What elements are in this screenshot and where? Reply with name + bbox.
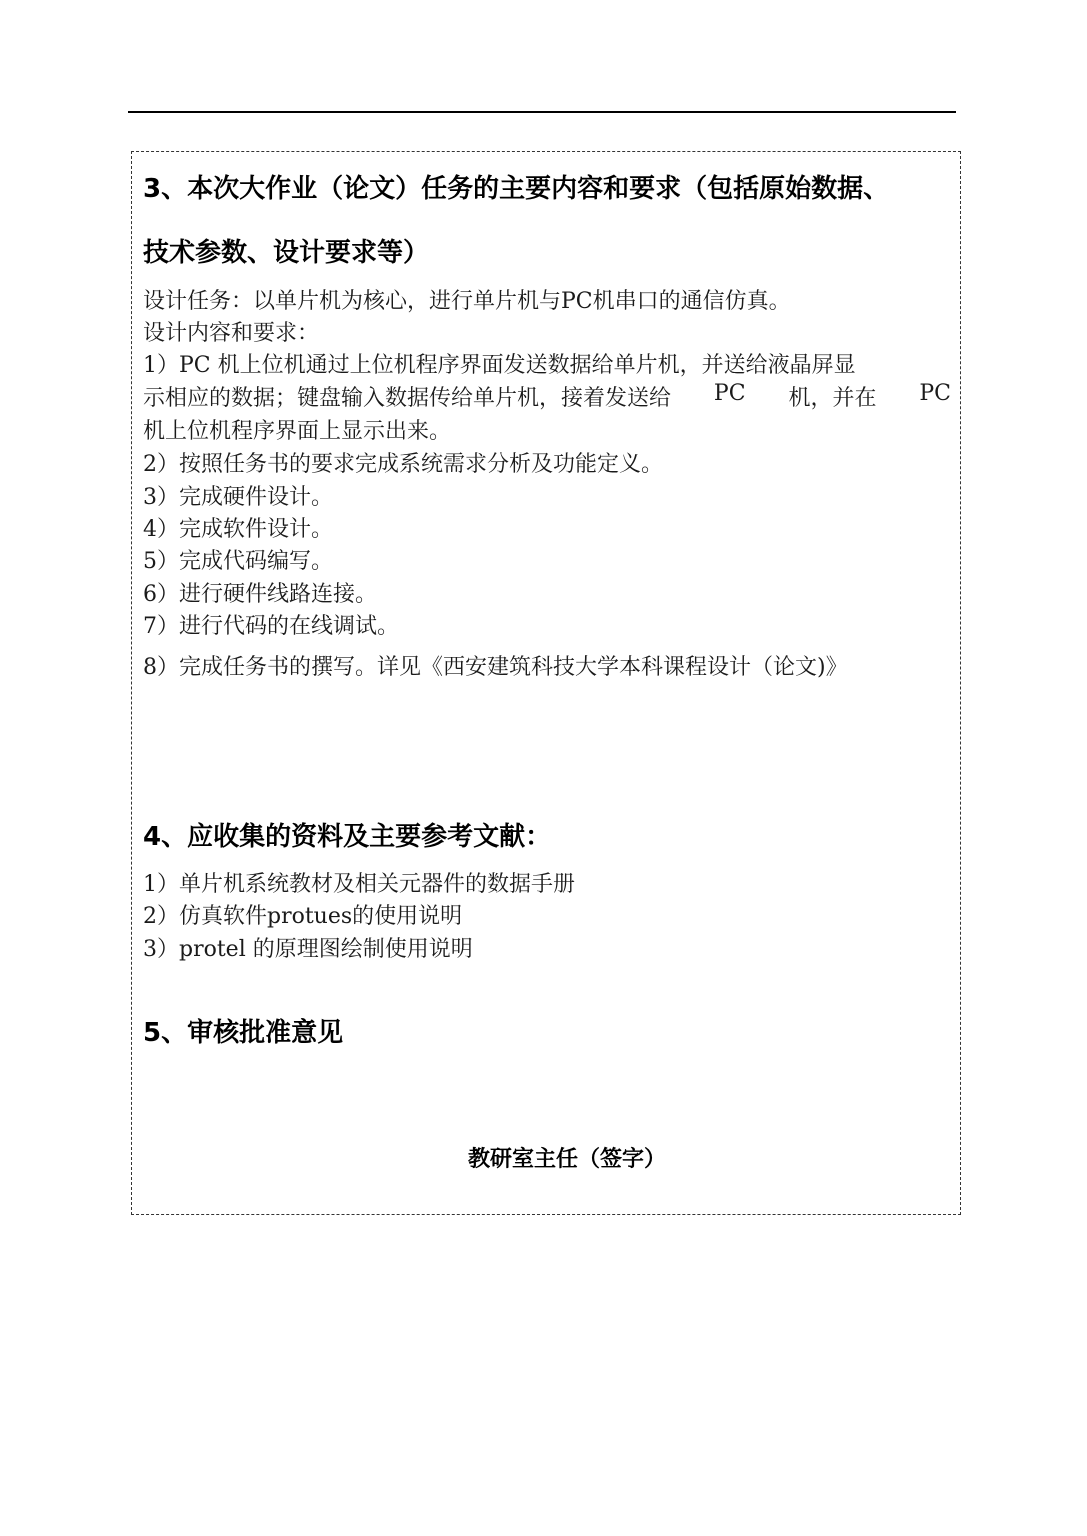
requirement-item-8: 8）完成任务书的撰写。详见《西安建筑科技大学本科课程设计（论文)》	[143, 655, 848, 680]
requirement-item-5: 5）完成代码编写。	[143, 549, 333, 574]
requirement-item-4: 4）完成软件设计。	[143, 517, 333, 542]
header-rule	[128, 111, 956, 113]
section3-heading-line1: 3、本次大作业（论文）任务的主要内容和要求（包括原始数据、	[143, 174, 890, 204]
requirement-item-3: 3）完成硬件设计。	[143, 485, 333, 510]
section4-heading: 4、应收集的资料及主要参考文献：	[143, 822, 552, 852]
requirement-item-1-line2-part1: 示相应的数据；键盘输入数据传给单片机，接着发送给	[143, 386, 672, 411]
requirement-item-1-line2-part2: PC	[713, 381, 746, 406]
requirement-item-1-line1-text: 1）PC 机上位机通过上位机程序界面发送数据给单片机，并送给液晶屏显	[143, 353, 856, 378]
requirement-item-1-line1	[143, 348, 951, 379]
requirement-item-1-line3: 机上位机程序界面上显示出来。	[143, 419, 452, 444]
requirement-item-2: 2）按照任务书的要求完成系统需求分析及功能定义。	[143, 452, 663, 477]
director-signature-label: 教研室主任（签字）	[468, 1147, 667, 1172]
section3-heading-line2: 技术参数、设计要求等）	[143, 238, 430, 268]
requirement-item-7: 7）进行代码的在线调试。	[143, 614, 399, 639]
requirement-item-6: 6）进行硬件线路连接。	[143, 582, 377, 607]
requirement-item-1-line2	[143, 381, 951, 412]
section5-heading: 5、审核批准意见	[143, 1018, 344, 1048]
reference-item-3: 3）protel 的原理图绘制使用说明	[143, 937, 473, 962]
design-task-text: 设计任务：以单片机为核心，进行单片机与PC机串口的通信仿真。	[143, 289, 791, 314]
design-content-label: 设计内容和要求：	[143, 321, 320, 346]
reference-item-1: 1）单片机系统教材及相关元器件的数据手册	[143, 872, 575, 897]
requirement-item-1-line2-part3: 机，并在	[788, 386, 877, 411]
reference-item-2: 2）仿真软件protues的使用说明	[143, 904, 463, 929]
requirement-item-1-line2-part4: PC	[919, 381, 951, 406]
